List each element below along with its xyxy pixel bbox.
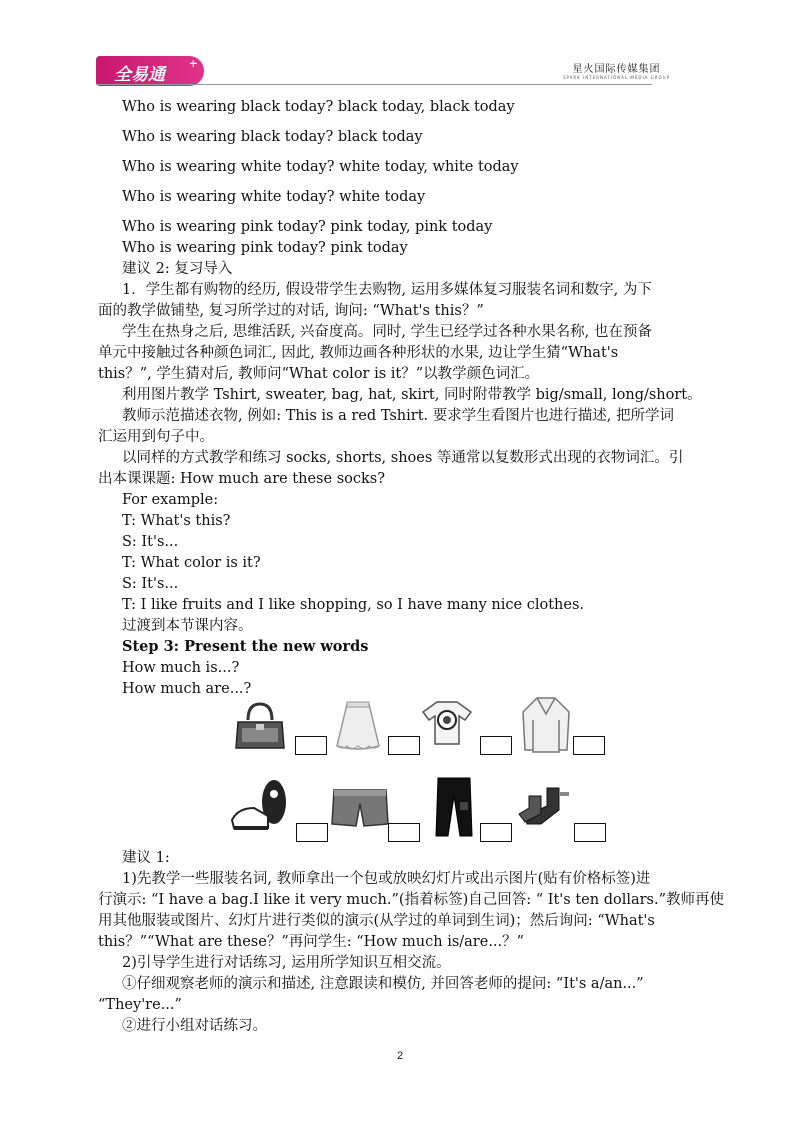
text-line: “They're...” xyxy=(98,997,182,1013)
brand-logo xyxy=(96,56,204,86)
price-box[interactable] xyxy=(388,823,420,842)
publisher-name: 星火国际传媒集团 xyxy=(572,64,661,75)
price-box[interactable] xyxy=(573,736,605,755)
text-line: Who is wearing pink today? pink today xyxy=(122,240,408,256)
text-line: 学生在热身之后, 思维活跃, 兴奋度高。同时, 学生已经学过各种水果名称, 也在预备 xyxy=(122,324,652,340)
price-box[interactable] xyxy=(480,823,512,842)
price-box[interactable] xyxy=(296,823,328,842)
text-line: Who is wearing black today? black today, black today xyxy=(122,99,515,115)
text-line: How much is...? xyxy=(122,660,240,676)
publisher-name-en: SPARK INTERNATIONAL MEDIA GROUP xyxy=(562,75,670,80)
text-line: Who is wearing pink today? pink today, pink today xyxy=(122,219,493,235)
text-line: 1．学生都有购物的经历, 假设带学生去购物, 运用多媒体复习服装名词和数字, 为下 xyxy=(122,282,652,298)
text-line: 行演示: “I have a bag.I like it very much.”(指着标签)自己回答: “ It's ten dollars.”教师再使 xyxy=(98,892,725,908)
text-line: this？”, 学生猜对后, 教师问“What color is it？”以教学颜色词汇。 xyxy=(98,366,540,382)
text-line: 单元中接触过各种颜色词汇, 因此, 教师边画各种形状的水果, 边让学生猜“What's xyxy=(98,345,619,361)
text-line: How much are...? xyxy=(122,681,252,697)
text-line: 以同样的方式教学和练习 socks, shorts, shoes 等通常以复数形式出现的衣物词汇。引 xyxy=(122,450,684,466)
shorts-icon xyxy=(330,786,390,830)
text-line: 1)先教学一些服装名词, 教师拿出一个包或放映幻灯片或出示图片(贴有价格标签)进 xyxy=(122,871,651,887)
text-line: ①仔细观察老师的演示和描述, 注意跟读和模仿, 并回答老师的提问: “It's a/an...” xyxy=(122,976,644,992)
price-box[interactable] xyxy=(574,823,606,842)
shoes-icon xyxy=(228,778,294,836)
step-heading: Step 3: Present the new words xyxy=(122,638,369,655)
text-line: T: What color is it? xyxy=(122,555,261,571)
header-divider xyxy=(96,84,652,85)
pants-icon xyxy=(432,774,476,840)
text-line: T: I like fruits and I like shopping, so I have many nice clothes. xyxy=(122,597,584,613)
text-line: For example: xyxy=(122,492,219,508)
section-heading: 建议 1: xyxy=(122,850,170,866)
text-line: 教师示范描述衣物, 例如: This is a red Tshirt. 要求学生看图片也进行描述, 把所学词 xyxy=(122,408,674,424)
sweater-icon xyxy=(519,694,573,756)
section-heading: 建议 2: 复习导入 xyxy=(122,261,233,277)
price-box[interactable] xyxy=(388,736,420,755)
text-line: 面的教学做铺垫, 复习所学过的对话, 询问: “What's this？” xyxy=(98,303,484,319)
tshirt-icon xyxy=(421,698,473,748)
bag-icon xyxy=(232,698,288,754)
text-line: T: What's this? xyxy=(122,513,231,529)
page-number: 2 xyxy=(396,1050,404,1062)
text-line: S: It's... xyxy=(122,534,179,550)
logo-text: 全易通 xyxy=(114,65,165,85)
text-line: this？”“What are these？”再问学生: “How much is/are...？” xyxy=(98,934,525,950)
text-line: Who is wearing white today? white today xyxy=(122,189,426,205)
text-line: 利用图片教学 Tshirt, sweater, bag, hat, skirt, 同时附带教学 big/small, long/short。 xyxy=(122,387,702,403)
socks-icon xyxy=(517,784,573,828)
text-line: 2)引导学生进行对话练习, 运用所学知识互相交流。 xyxy=(122,955,451,971)
price-box[interactable] xyxy=(480,736,512,755)
text-line: S: It's... xyxy=(122,576,179,592)
text-line: 用其他服装或图片、幻灯片进行类似的演示(从学过的单词到生词)；然后询问: “What's xyxy=(98,913,655,929)
publisher-mark xyxy=(563,60,670,80)
skirt-icon xyxy=(333,698,383,754)
text-line: 过渡到本节课内容。 xyxy=(122,618,253,634)
text-line: Who is wearing white today? white today, white today xyxy=(122,159,519,175)
price-box[interactable] xyxy=(295,736,327,755)
text-line: ②进行小组对话练习。 xyxy=(122,1018,267,1034)
text-line: Who is wearing black today? black today xyxy=(122,129,423,145)
text-line: 出本课课题: How much are these socks? xyxy=(98,471,385,487)
logo-plus: + xyxy=(188,57,198,70)
text-line: 汇运用到句子中。 xyxy=(98,429,214,445)
